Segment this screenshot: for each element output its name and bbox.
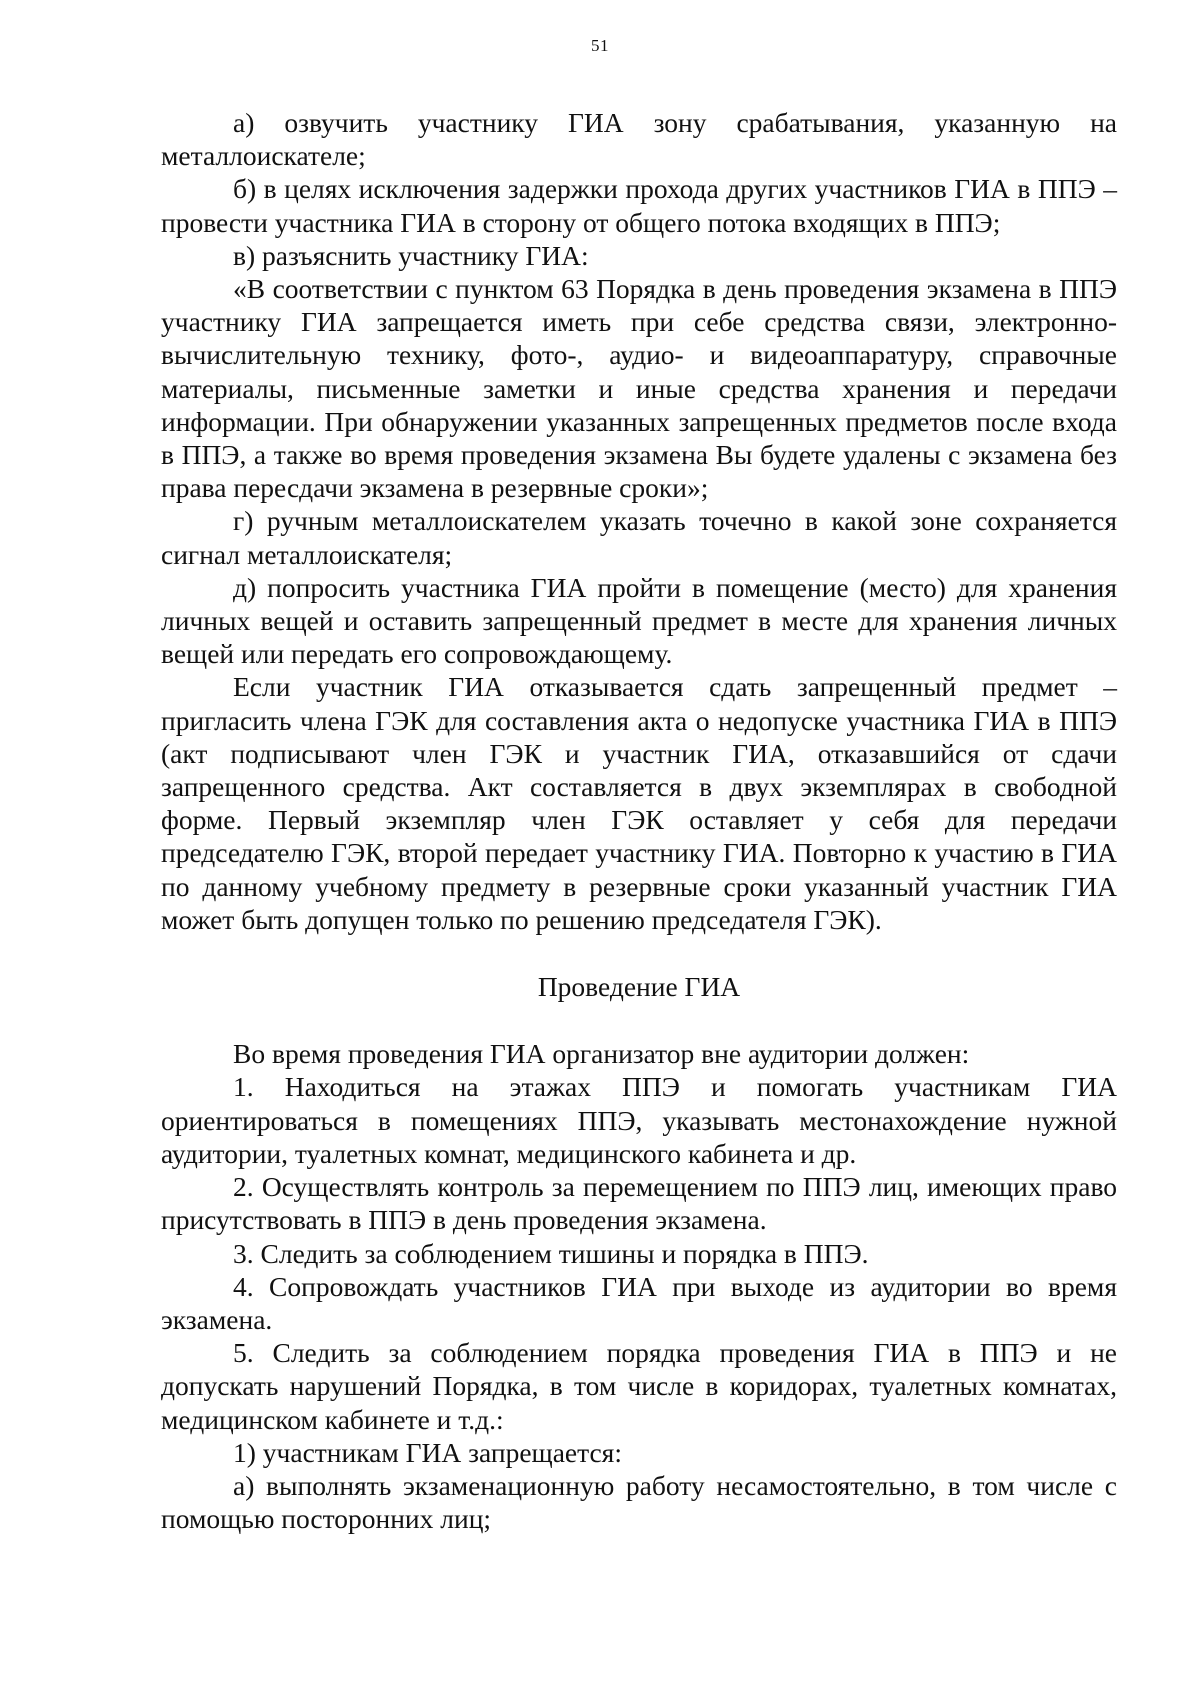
duty-item-1: 1. Находиться на этажах ППЭ и помогать участникам ГИА ориентироваться в помещениях ППЭ, указывать местонахождение нужной аудитории, туалетных комнат, медицинского кабинета и др.: [161, 1071, 1117, 1169]
section-heading: Проведение ГИА: [537, 971, 741, 1003]
item-d-store-item: д) попросить участника ГИА пройти в помещение (место) для хранения личных вещей и оставить запрещенный предмет в месте для хранения личных вещей или передать его сопровождающему.: [161, 571, 1117, 670]
duty-item-3: 3. Следить за соблюдением тишины и порядка в ППЭ.: [233, 1237, 869, 1269]
section-intro: Во время проведения ГИА организатор вне аудитории должен:: [233, 1038, 970, 1070]
duty-item-4: 4. Сопровождать участников ГИА при выходе из аудитории во время экзамена.: [161, 1270, 1117, 1335]
item-a-announce-zone: а) озвучить участнику ГИА зону срабатывания, указанную на металлоискателе;: [161, 107, 1117, 172]
item-v-explain: в) разъяснить участнику ГИА:: [233, 239, 589, 271]
document-body: [161, 106, 1117, 1535]
duty-item-5: 5. Следить за соблюдением порядка проведения ГИА в ППЭ и не допускать нарушений Порядка, в том числе в коридорах, туалетных комнатах, медицинском кабинете и т.д.:: [161, 1337, 1117, 1435]
quoted-rule-paragraph: «В соответствии с пунктом 63 Порядка в день проведения экзамена в ППЭ участнику ГИА запрещается иметь при себе средства связи, электронно-вычислительную технику, фото-, аудио- и видеоаппаратуру, справочные материалы, письменные заметки и иные средства хранения и передачи информации. При обнаружении указанных запрещенных предметов после входа в ППЭ, а также во время проведения экзамена Вы будете удалены с экзамена без права пересдачи экзамена в резервные сроки»;: [161, 273, 1117, 504]
duty-item-2: 2. Осуществлять контроль за перемещением по ППЭ лиц, имеющих право присутствовать в ППЭ в день проведения экзамена.: [161, 1171, 1117, 1236]
subitem-a-independent-work: а) выполнять экзаменационную работу несамостоятельно, в том числе с помощью посторонних лиц;: [161, 1469, 1117, 1535]
subitem-prohibited: 1) участникам ГИА запрещается:: [233, 1436, 622, 1468]
page-number: 51: [591, 36, 609, 55]
item-b-move-aside: б) в целях исключения задержки прохода других участников ГИА в ППЭ – провести участника ГИА в сторону от общего потока входящих в ППЭ;: [161, 173, 1117, 238]
item-g-locate-signal: г) ручным металлоискателем указать точечно в какой зоне сохраняется сигнал металлоискателя;: [161, 505, 1117, 570]
refusal-paragraph: Если участник ГИА отказывается сдать запрещенный предмет – пригласить члена ГЭК для составления акта о недопуске участника ГИА в ППЭ (акт подписывают член ГЭК и участник ГИА, отказавшийся от сдачи запрещенного средства. Акт составляется в двух экземплярах в свободной форме. Первый экземпляр член ГЭК оставляет у себя для передачи председателю ГЭК, второй передает участнику ГИА. Повторно к участию в ГИА по данному учебному предмету в резервные сроки указанный участник ГИА может быть допущен только по решению председателя ГЭК).: [161, 671, 1117, 935]
